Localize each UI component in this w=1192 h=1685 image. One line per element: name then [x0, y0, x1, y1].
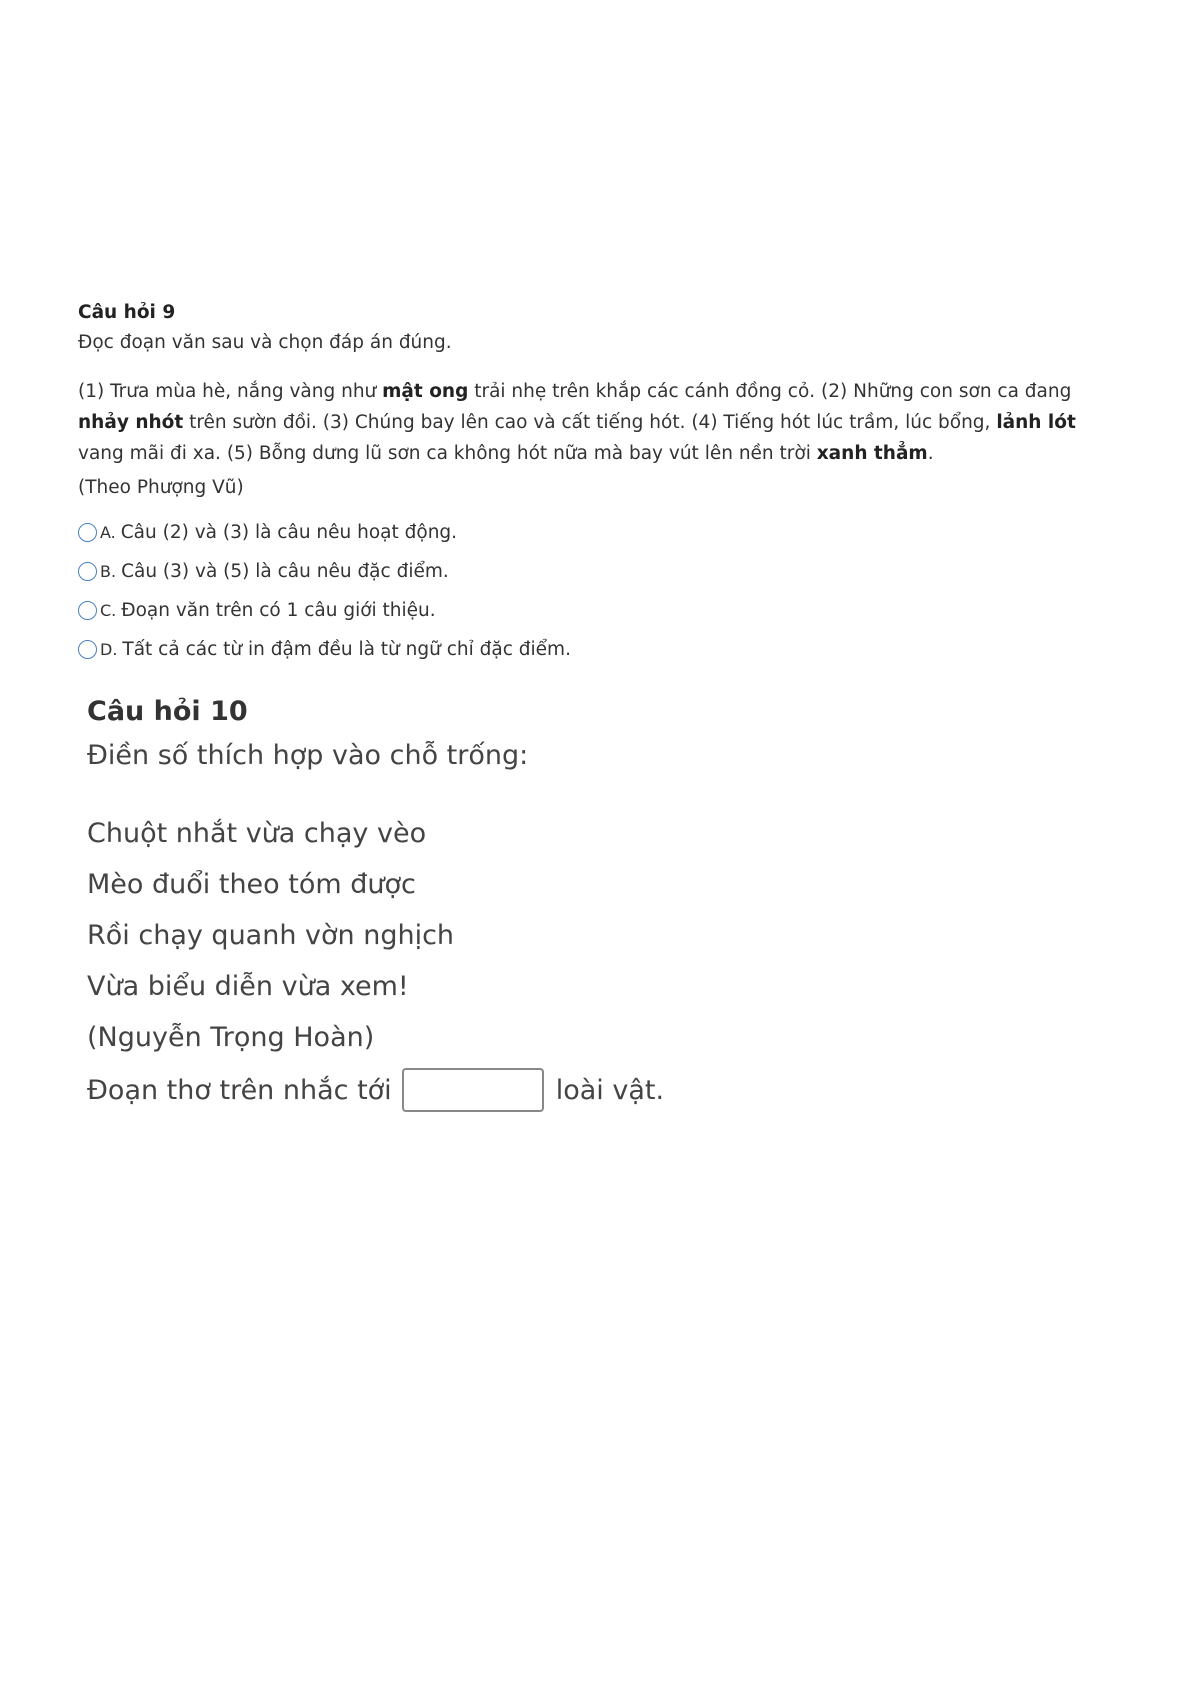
option-a[interactable] [78, 513, 1118, 552]
poem-source: (Nguyễn Trọng Hoàn) [87, 1022, 375, 1053]
question-title: Câu hỏi 9 [78, 302, 176, 323]
radio-button[interactable] [78, 640, 97, 659]
option-text: Đoạn văn trên có 1 câu giới thiệu. [121, 600, 436, 621]
passage-text: vang mãi đi xa. (5) Bỗng dưng lũ sơn ca không hót nữa mà bay vút lên nền trời [78, 443, 817, 464]
fill-text-after: loài vật. [555, 1074, 665, 1106]
passage-text: trên sườn đồi. (3) Chúng bay lên cao và cất tiếng hót. (4) Tiếng hót lúc trầm, lúc bổng, [183, 412, 997, 433]
fill-text-before: Đoạn thơ trên nhắc tới [87, 1074, 392, 1106]
poem [87, 808, 664, 1012]
poem-line: Mèo đuổi theo tóm được [87, 869, 416, 900]
option-letter: C. [100, 601, 117, 620]
radio-button[interactable] [78, 601, 97, 620]
question-instruction: Đọc đoạn văn sau và chọn đáp án đúng. [78, 332, 452, 353]
radio-button[interactable] [78, 562, 97, 581]
question-9 [78, 298, 1118, 669]
bold-phrase: nhảy nhót [78, 412, 184, 433]
poem-line: Vừa biểu diễn vừa xem! [87, 971, 409, 1002]
bold-phrase: lảnh lót [996, 412, 1076, 433]
option-text: Câu (2) và (3) là câu nêu hoạt động. [120, 522, 458, 543]
bold-phrase: xanh thẳm [816, 443, 928, 464]
passage-text: . [927, 443, 934, 464]
option-text: Tất cả các từ in đậm đều là từ ngữ chỉ đặc điểm. [122, 639, 571, 660]
question-instruction: Điền số thích hợp vào chỗ trống: [87, 740, 529, 771]
question-10 [87, 690, 664, 1117]
option-c[interactable] [78, 591, 1118, 630]
bold-phrase: mật ong [382, 381, 469, 402]
answer-input-box[interactable] [402, 1068, 544, 1112]
poem-line: Rồi chạy quanh vờn nghịch [87, 920, 455, 951]
radio-button[interactable] [78, 523, 97, 542]
option-b[interactable] [78, 552, 1118, 591]
fill-in-sentence [87, 1063, 664, 1117]
passage-source: (Theo Phượng Vũ) [78, 477, 244, 498]
question-title: Câu hỏi 10 [87, 696, 248, 727]
options-list [78, 513, 1118, 669]
poem-line: Chuột nhắt vừa chạy vèo [87, 818, 427, 849]
option-letter: A. [100, 523, 116, 542]
option-letter: D. [100, 640, 118, 659]
passage-text: trải nhẹ trên khắp các cánh đồng cỏ. (2) Những con sơn ca đang [468, 381, 1072, 402]
passage-text: (1) Trưa mùa hè, nắng vàng như [78, 381, 383, 402]
passage [78, 376, 1118, 469]
option-d[interactable] [78, 630, 1118, 669]
option-text: Câu (3) và (5) là câu nêu đặc điểm. [121, 561, 449, 582]
option-letter: B. [100, 562, 117, 581]
